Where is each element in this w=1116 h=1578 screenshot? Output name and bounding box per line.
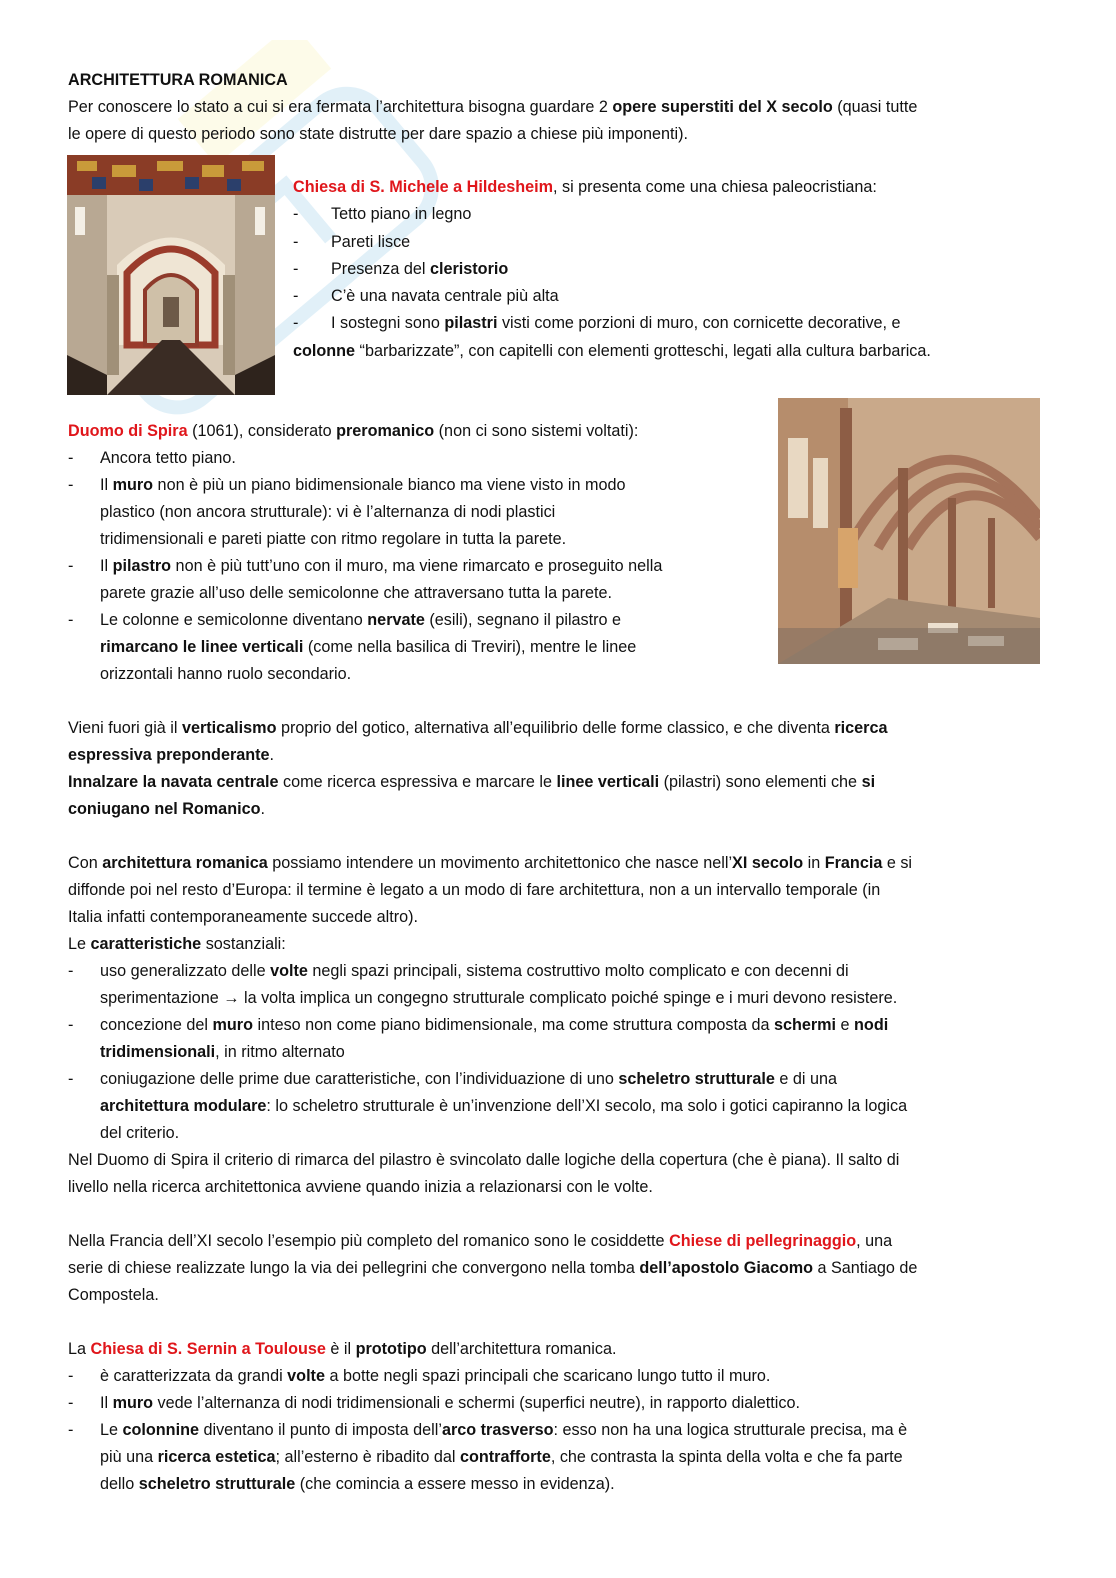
pilgrimage-line-1: Nella Francia dell’XI secolo l’esempio più completo del romanico sono le cosiddette Chiese di pellegrinaggio, una	[68, 1232, 893, 1250]
char-skeleton-line-2: architettura modulare: lo scheletro strutturale è un’invenzione dell’XI secolo, ma solo i gotici capiranno la logica	[100, 1097, 908, 1115]
pilgrimage-line-2: serie di chiese realizzate lungo la via dei pellegrini che convergono nella tomba dell’apostolo Giacomo a Santiago de	[68, 1259, 918, 1277]
spira-pillar-line-2: parete grazie all’uso delle semicolonne che attraversano tutta la parete.	[100, 584, 613, 602]
spira-item-columns: - Le colonne e semicolonne diventano nervate (esili), segnano il pilastro e	[68, 611, 622, 629]
s-michele-item-walls: - Pareti lisce	[293, 233, 411, 251]
romanica-def-line-2: diffonde poi nel resto d’Europa: il termine è legato a un modo di fare architettura, non a un intervallo temporale (in	[68, 881, 881, 899]
char-item-vaults: - uso generalizzato delle volte negli spazi principali, sistema costruttivo molto complicato e con decenni di	[68, 962, 849, 980]
spira-criterion-line-1: Nel Duomo di Spira il criterio di rimarca del pilastro è svincolato dalle logiche della copertura (che è piana). Il salto di	[68, 1151, 900, 1169]
innalzare-line-2: coniugano nel Romanico.	[68, 800, 265, 818]
sernin-item-wall: - Il muro vede l’alternanza di nodi tridimensionali e schermi (superfici neutre), in rapporto dialettico.	[68, 1394, 800, 1412]
romanica-def-line-1: Con architettura romanica possiamo intendere un movimento architettonico che nasce nell’XI secolo in Francia e si	[68, 854, 913, 872]
char-skeleton-line-3: del criterio.	[100, 1124, 180, 1142]
spira-columns-line-2: rimarcano le linee verticali (come nella basilica di Treviri), mentre le linee	[100, 638, 637, 656]
arrow-right-icon: →	[223, 989, 240, 1007]
s-michele-columns-line: colonne “barbarizzate”, con capitelli con elementi grotteschi, legati alla cultura barbarica.	[293, 342, 931, 360]
char-item-wall: - concezione del muro inteso non come piano bidimensionale, ma come struttura composta da schermi e nodi	[68, 1016, 889, 1034]
spira-item-wall: - Il muro non è più un piano bidimensionale bianco ma viene visto in modo	[68, 476, 626, 494]
spira-item-pillar: - Il pilastro non è più tutt’uno con il muro, ma viene rimarcato e proseguito nella	[68, 557, 663, 575]
spira-item-roof: - Ancora tetto piano.	[68, 449, 236, 467]
intro-line-2: le opere di questo periodo sono state distrutte per dare spazio a chiese più imponenti).	[68, 125, 689, 143]
s-michele-item-clerestory: - Presenza del cleristorio	[293, 260, 509, 278]
sernin-item-columns: - Le colonnine diventano il punto di imposta dell’arco trasverso: esso non ha una logica strutturale precisa, ma è	[68, 1421, 908, 1439]
sernin-columns-line-2: più una ricerca estetica; all’esterno è ribadito dal contrafforte, che contrasta la spinta della volta e che fa parte	[100, 1448, 903, 1466]
s-michele-item-roof: - Tetto piano in legno	[293, 205, 472, 223]
s-michele-item-supports: - I sostegni sono pilastri visti come porzioni di muro, con cornicette decorative, e	[293, 314, 901, 332]
spira-wall-line-2: plastico (non ancora strutturale): vi è l’alternanza di nodi plastici	[100, 503, 556, 521]
intro-line-1: Per conoscere lo stato a cui si era fermata l’architettura bisogna guardare 2 opere superstiti del X secolo (quasi tutte	[68, 98, 918, 116]
spira-criterion-line-2: livello nella ricerca architettonica avviene quando inizia a relazionarsi con le volte.	[68, 1178, 653, 1196]
s-michele-heading: Chiesa di S. Michele a Hildesheim, si presenta come una chiesa paleocristiana:	[293, 178, 877, 196]
char-vaults-line-2: sperimentazione → la volta implica un congegno strutturale complicato poiché spinge e i muri devono resistere.	[100, 989, 898, 1007]
spira-heading: Duomo di Spira (1061), considerato preromanico (non ci sono sistemi voltati):	[68, 422, 639, 440]
innalzare-line-1: Innalzare la navata centrale come ricerca espressiva e marcare le linee verticali (pilastri) sono elementi che si	[68, 773, 876, 791]
sernin-item-vaults: - è caratterizzata da grandi volte a botte negli spazi principali che scaricano lungo tutto il muro.	[68, 1367, 771, 1385]
verticalism-line-1: Vieni fuori già il verticalismo proprio del gotico, alternativa all’equilibrio delle forme classico, e che diventa ricerca	[68, 719, 888, 737]
romanica-def-line-3: Italia infatti contemporaneamente succede altro).	[68, 908, 419, 926]
char-wall-line-2: tridimensionali, in ritmo alternato	[100, 1043, 345, 1061]
spira-wall-line-3: tridimensionali e pareti piatte con ritmo regolare in tutta la parete.	[100, 530, 567, 548]
pilgrimage-line-3: Compostela.	[68, 1286, 159, 1304]
s-michele-item-nave: - C’è una navata centrale più alta	[293, 287, 559, 305]
spira-nave-photo	[778, 398, 1040, 664]
verticalism-line-2: espressiva preponderante.	[68, 746, 275, 764]
sernin-columns-line-3: dello scheletro strutturale (che comincia a essere messo in evidenza).	[100, 1475, 615, 1493]
s-michele-nave-photo	[67, 155, 275, 395]
char-item-skeleton: - coniugazione delle prime due caratteristiche, con l’individuazione di uno scheletro strutturale e di una	[68, 1070, 837, 1088]
characteristics-intro: Le caratteristiche sostanziali:	[68, 935, 286, 953]
sernin-heading: La Chiesa di S. Sernin a Toulouse è il prototipo dell’architettura romanica.	[68, 1340, 617, 1358]
doc-title: ARCHITETTURA ROMANICA	[68, 71, 288, 89]
spira-columns-line-3: orizzontali hanno ruolo secondario.	[100, 665, 352, 683]
